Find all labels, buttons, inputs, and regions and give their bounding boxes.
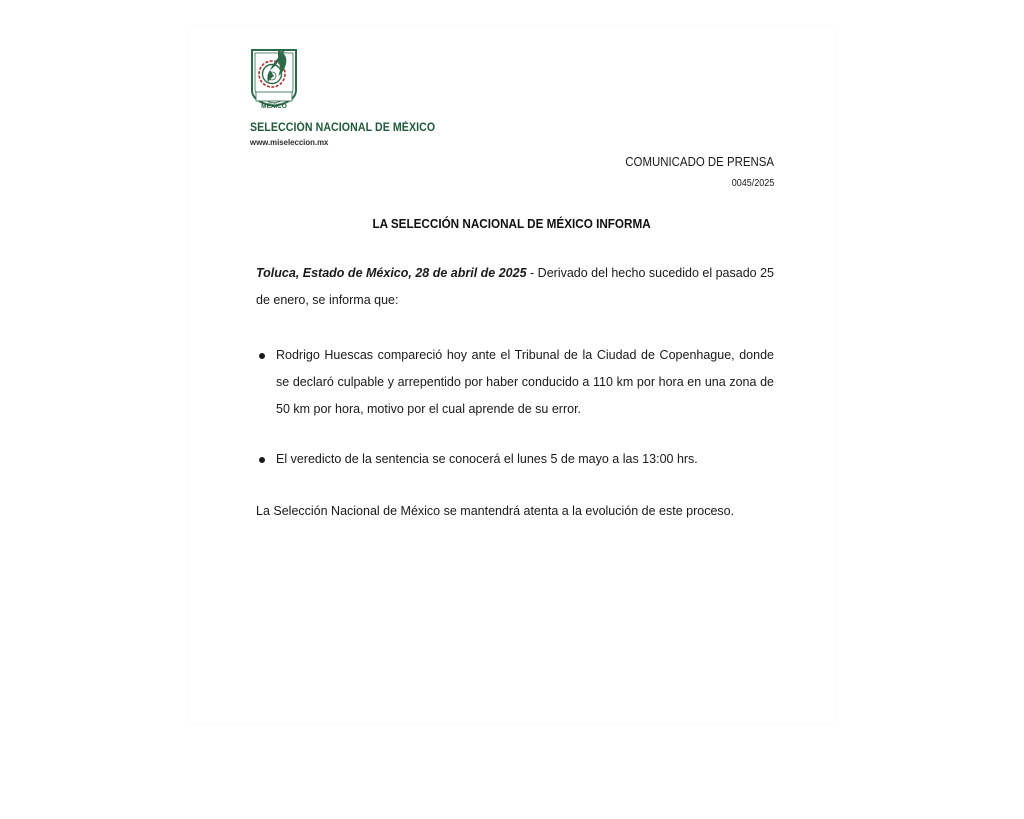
list-item-text: El veredicto de la sentencia se conocerá el lunes 5 de mayo a las 13:00 hrs.: [276, 452, 698, 466]
org-name: SELECCIÓN NACIONAL DE MÉXICO: [250, 122, 436, 134]
document-number: 0045/2025: [731, 178, 774, 189]
org-url: www.miseleccion.mx: [250, 137, 329, 147]
logo-label: MÉXICO: [261, 103, 287, 110]
press-release-page: [190, 28, 834, 723]
list-item: [276, 446, 774, 473]
page-title: [190, 216, 834, 231]
headline-text: LA SELECCIÓN NACIONAL DE MÉXICO INFORMA: [372, 216, 652, 231]
list-item-text: Rodrigo Huescas compareció hoy ante el Tribunal de la Ciudad de Copenhague, donde se declaró culpable y arrepentido por haber conducido a 110 km por hora en una zona de 50 km por hora, motivo por el cual aprende de su error.: [276, 348, 774, 416]
closing-paragraph: La Selección Nacional de México se mantendrá atenta a la evolución de este proceso.: [256, 504, 735, 518]
bullet-icon: [259, 457, 265, 463]
intro-paragraph: [256, 260, 774, 314]
list-item: [276, 342, 774, 423]
bullet-icon: [259, 353, 265, 359]
document-type: COMUNICADO DE PRENSA: [625, 154, 774, 169]
place-date: Toluca, Estado de México, 28 de abril de 2025: [256, 266, 527, 280]
intro-text: - Derivado del hecho sucedido el pasado 25 de enero, se informa que:: [256, 266, 774, 307]
